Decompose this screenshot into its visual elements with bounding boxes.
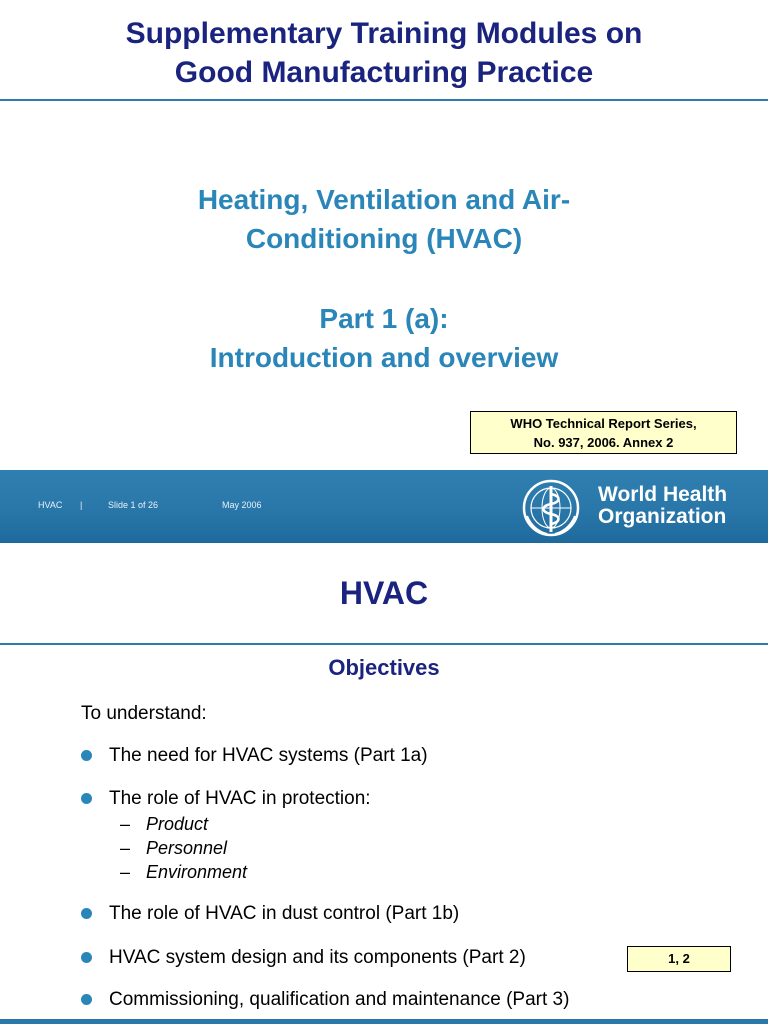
footer-date: May 2006 <box>222 500 262 510</box>
objectives-slide <box>0 543 768 1024</box>
list-item-text: The need for HVAC systems (Part 1a) <box>109 745 428 766</box>
reference-box <box>470 411 737 454</box>
course-title-line-2: Good Manufacturing Practice <box>174 56 594 89</box>
slide-title: HVAC <box>339 575 429 611</box>
reference-box: 1, 2 <box>627 946 731 972</box>
footer-separator: | <box>80 500 83 510</box>
module-title-line-1: Heating, Ventilation and Air- <box>197 184 571 215</box>
list-item-text: The role of HVAC in protection: <box>109 788 371 809</box>
reference-line-2: No. 937, 2006. Annex 2 <box>533 435 674 450</box>
footer-topic: HVAC <box>38 500 63 510</box>
part-title-line-2: Introduction and overview <box>209 342 559 373</box>
bullet-icon <box>81 994 92 1005</box>
dash-icon: – <box>120 838 131 858</box>
title-divider <box>0 99 768 101</box>
bullet-icon <box>81 750 92 761</box>
sub-list-item-text: Personnel <box>146 838 228 858</box>
reference-line-1: WHO Technical Report Series, <box>510 416 697 431</box>
module-title-line-2: Conditioning (HVAC) <box>245 223 523 254</box>
slide-title-divider <box>0 643 768 645</box>
dash-icon: – <box>120 814 131 834</box>
part-title-line-1: Part 1 (a): <box>319 303 449 334</box>
bullet-icon <box>81 793 92 804</box>
dash-icon: – <box>120 862 131 882</box>
who-emblem-icon <box>521 478 581 538</box>
footer-bar <box>0 1019 768 1024</box>
sub-list-item-text: Environment <box>146 862 248 882</box>
list-item-text: HVAC system design and its components (Part 2) <box>109 947 526 968</box>
organization-name <box>598 484 727 528</box>
sub-list-item-text: Product <box>146 814 209 834</box>
organization-name-line-1: World Health <box>598 483 728 506</box>
footer-slide-number: Slide 1 of 26 <box>108 500 159 510</box>
bullet-icon <box>81 952 92 963</box>
bullet-icon <box>81 908 92 919</box>
list-item-text: Commissioning, qualification and maintenance (Part 3) <box>109 989 570 1010</box>
module-title <box>0 180 768 258</box>
intro-text: To understand: <box>81 703 207 724</box>
course-title <box>0 14 768 92</box>
organization-name-line-2: Organization <box>598 505 727 528</box>
list-item-text: The role of HVAC in dust control (Part 1b) <box>109 903 460 924</box>
part-title <box>0 299 768 377</box>
slide-footer <box>0 470 768 543</box>
course-title-line-1: Supplementary Training Modules on <box>125 17 643 50</box>
objectives-heading: Objectives <box>328 655 440 680</box>
